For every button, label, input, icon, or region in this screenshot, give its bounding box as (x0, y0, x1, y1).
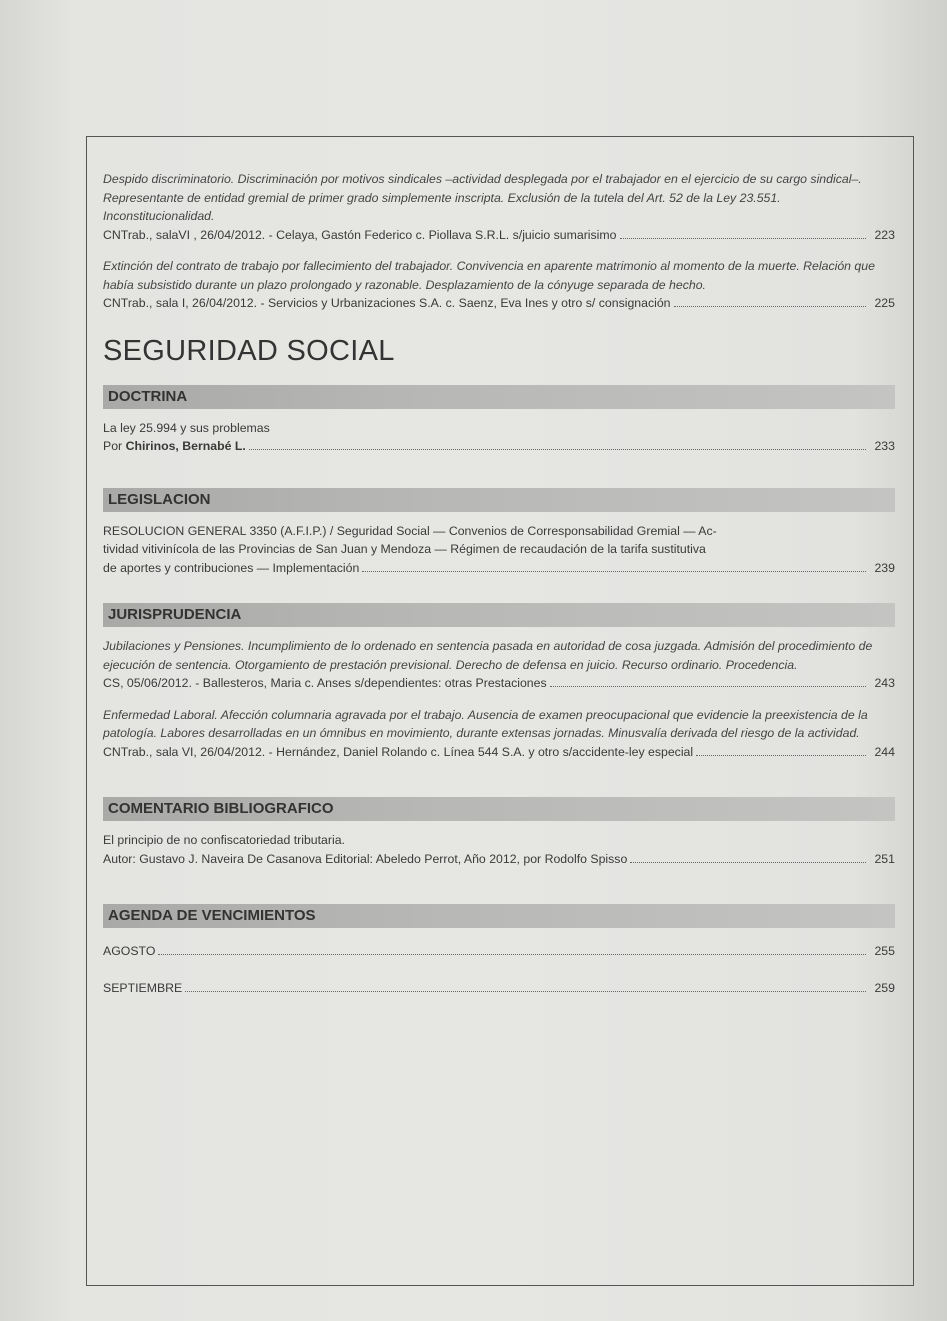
page-number: 239 (874, 560, 895, 575)
entry-citation-line (103, 226, 895, 245)
agenda-label: SEPTIEMBRE (103, 980, 183, 995)
agenda-item (103, 942, 895, 961)
entry-citation: CS, 05/06/2012. - Ballesteros, Maria c. Anses s/dependientes: otras Prestaciones (103, 676, 547, 690)
entry-summary: Extinción del contrato de trabajo por fallecimiento del trabajador. Convivencia en aparente matrimonio al momento de la muerte. Relación que había subsistido durante un plazo prolongado y razonable. Desplazamiento de la cónyuge separada de hecho. (103, 259, 875, 292)
section-title: SEGURIDAD SOCIAL (103, 334, 395, 367)
page-number: 255 (874, 944, 895, 958)
legislacion-text-3: de aportes y contribuciones — Implementación (103, 560, 360, 575)
dot-leader (620, 238, 867, 239)
dot-leader (249, 449, 866, 450)
section-band-doctrina: DOCTRINA (103, 385, 895, 409)
legislacion-text-2: tividad vitivinícola de las Provincias de San Juan y Mendoza — Régimen de recaudación de la tarifa sustitutiva (103, 542, 706, 556)
dot-leader (630, 862, 866, 863)
dot-leader (158, 954, 866, 955)
toc-entry (103, 170, 895, 244)
doctrina-author-line (103, 437, 895, 456)
entry-citation-line (103, 743, 895, 762)
entry-citation: CNTrab., sala VI, 26/04/2012. - Hernández, Daniel Rolando c. Línea 544 S.A. y otro s/accidente-ley especial (103, 744, 694, 759)
page-number: 243 (874, 676, 895, 690)
doctrina-author-wrap (103, 437, 246, 456)
dot-leader (362, 571, 866, 572)
agenda-label: AGOSTO (103, 944, 156, 958)
author-prefix: Por (103, 439, 126, 453)
page-number: 225 (874, 296, 895, 310)
comentario-citation: Autor: Gustavo J. Naveira De Casanova Editorial: Abeledo Perrot, Año 2012, por Rodolfo Spisso (103, 851, 628, 866)
entry-citation-line (103, 294, 895, 313)
doctrina-title: La ley 25.994 y sus problemas (103, 420, 270, 435)
author-name: Chirinos, Bernabé L. (125, 439, 246, 453)
entry-citation: CNTrab., salaVI , 26/04/2012. - Celaya, Gastón Federico c. Piollava S.R.L. s/juicio sumarisimo (103, 227, 617, 242)
agenda-item (103, 979, 895, 998)
entry-citation: CNTrab., sala I, 26/04/2012. - Servicios y Urbanizaciones S.A. c. Saenz, Eva Ines y otro s/ consignación (103, 296, 671, 310)
page-number: 244 (874, 744, 895, 759)
page-number: 223 (874, 227, 895, 242)
agenda-list (103, 942, 895, 997)
page-number: 251 (874, 851, 895, 866)
page-number: 233 (874, 439, 895, 453)
legislacion-text-1: RESOLUCION GENERAL 3350 (A.F.I.P.) / Seguridad Social — Convenios de Corresponsabilidad Gremial — Ac- (103, 523, 717, 538)
legislacion-entry (103, 522, 895, 578)
legislacion-last-line (103, 559, 895, 578)
section-band-agenda: AGENDA DE VENCIMIENTOS (103, 904, 895, 928)
section-band-legislacion: LEGISLACION (103, 488, 895, 512)
entry-summary: Despido discriminatorio. Discriminación por motivos sindicales –actividad desplegada por el trabajador en el ejercicio de su cargo sindical–. Representante de entidad gremial de primer grado simplemente inscripta. Exclusión de la tutela del Art. 52 de la Ley 23.551. Inconstitucionalidad. (103, 172, 862, 223)
dot-leader (185, 991, 866, 992)
entry-summary: Jubilaciones y Pensiones. Incumplimiento de lo ordenado en sentencia pasada en autoridad de cosa juzgada. Admisión del procedimiento de ejecución de sentencia. Otorgamiento de prestación previsional. Derecho de defensa en juicio. Recurso ordinario. Procedencia. (103, 639, 873, 672)
toc-entry (103, 257, 895, 313)
section-band-jurisprudencia: JURISPRUDENCIA (103, 603, 895, 627)
page-number: 259 (874, 980, 895, 995)
comentario-citation-line (103, 850, 895, 869)
comentario-title: El principio de no confiscatoriedad tributaria. (103, 833, 345, 847)
toc-entry (103, 637, 895, 693)
dot-leader (674, 306, 866, 307)
section-band-comentario: COMENTARIO BIBLIOGRAFICO (103, 797, 895, 821)
toc-entry (103, 706, 895, 762)
doctrina-entry (103, 419, 895, 456)
table-of-contents (103, 170, 895, 997)
dot-leader (696, 755, 866, 756)
entry-citation-line (103, 674, 895, 693)
dot-leader (550, 686, 866, 687)
entry-summary: Enfermedad Laboral. Afección columnaria agravada por el trabajo. Ausencia de examen preocupacional que evidencie la preexistencia de la patología. Labores desarrolladas en un ómnibus en movimiento, durante extensas jornadas. Minusvalía derivada del riesgo de la actividad. (103, 707, 868, 740)
comentario-entry (103, 831, 895, 868)
